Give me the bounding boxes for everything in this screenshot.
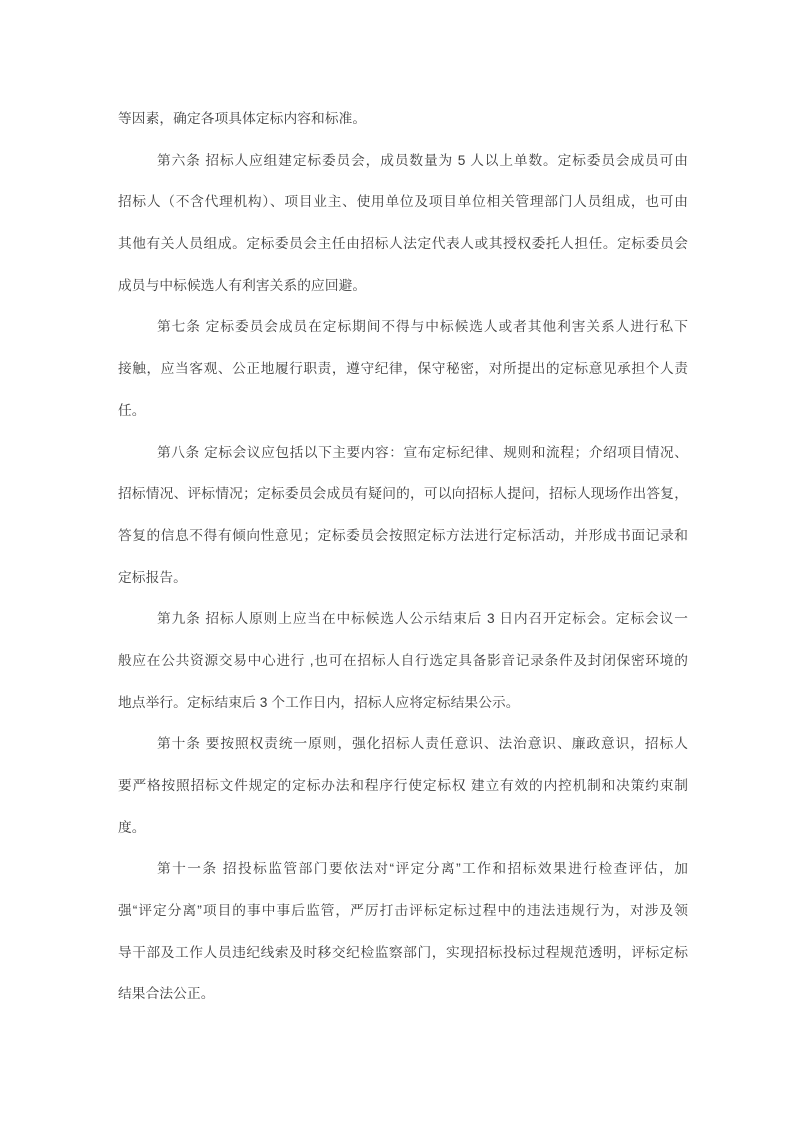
text-line: 地点举行。定标结束后 3 个工作日内，招标人应将定标结果公示。 bbox=[118, 694, 520, 710]
text-line: 答复的信息不得有倾向性意见；定标委员会按照定标方法进行定标活动，并形成书面记录和 bbox=[118, 527, 688, 543]
text-line: 第十一条 招投标监管部门要依法对“评定分离”工作和招标效果进行检查评估，加 bbox=[157, 861, 688, 877]
text-line: 第九条 招标人原则上应当在中标候选人公示结束后 3 日内召开定标会。定标会议一 bbox=[157, 611, 688, 627]
text-line: 结果合法公正。 bbox=[118, 986, 215, 1002]
paragraph-article-10 bbox=[118, 723, 688, 848]
text-line: 任。 bbox=[118, 402, 146, 418]
document-body bbox=[118, 98, 688, 1015]
paragraph-article-8 bbox=[118, 432, 688, 599]
text-line: 接触，应当客观、公正地履行职责，遵守纪律，保守秘密，对所提出的定标意见承担个人责 bbox=[118, 361, 688, 377]
text-line: 第六条 招标人应组建定标委员会，成员数量为 5 人以上单数。定标委员会成员可由 bbox=[157, 152, 688, 168]
paragraph-article-7 bbox=[118, 306, 688, 431]
text-line: 般应在公共资源交易中心进行 ,也可在招标人自行选定具备影音记录条件及封闭保密环境的 bbox=[118, 652, 688, 668]
text-line: 等因素，确定各项具体定标内容和标准。 bbox=[118, 111, 367, 126]
text-line: 成员与中标候选人有利害关系的应回避。 bbox=[118, 277, 367, 293]
text-line: 第十条 要按照权责统一原则，强化招标人责任意识、法治意识、廉政意识，招标人 bbox=[157, 736, 688, 752]
text-line: 招标人（不含代理机构）、项目业主、使用单位及项目单位相关管理部门人员组成，也可由 bbox=[118, 194, 688, 210]
paragraph-continuation bbox=[118, 98, 688, 140]
text-line: 其他有关人员组成。定标委员会主任由招标人法定代表人或其授权委托人担任。定标委员会 bbox=[118, 236, 688, 252]
text-line: 第八条 定标会议应包括以下主要内容：宣布定标纪律、规则和流程；介绍项目情况、 bbox=[157, 444, 688, 460]
text-line: 第七条 定标委员会成员在定标期间不得与中标候选人或者其他利害关系人进行私下 bbox=[157, 319, 688, 335]
text-line: 定标报告。 bbox=[118, 569, 187, 585]
paragraph-article-6 bbox=[118, 140, 688, 307]
text-line: 招标情况、评标情况；定标委员会成员有疑问的，可以向招标人提问，招标人现场作出答复， bbox=[118, 486, 688, 502]
paragraph-article-11 bbox=[118, 848, 688, 1015]
text-line: 度。 bbox=[118, 819, 146, 835]
text-line: 强“评定分离”项目的事中事后监管，严厉打击评标定标过程中的违法违规行为，对涉及领 bbox=[118, 903, 688, 919]
paragraph-article-9 bbox=[118, 598, 688, 723]
text-line: 导干部及工作人员违纪线索及时移交纪检监察部门，实现招标投标过程规范透明，评标定标 bbox=[118, 944, 688, 960]
text-line: 要严格按照招标文件规定的定标办法和程序行使定标权 建立有效的内控机制和决策约束制 bbox=[118, 778, 688, 793]
